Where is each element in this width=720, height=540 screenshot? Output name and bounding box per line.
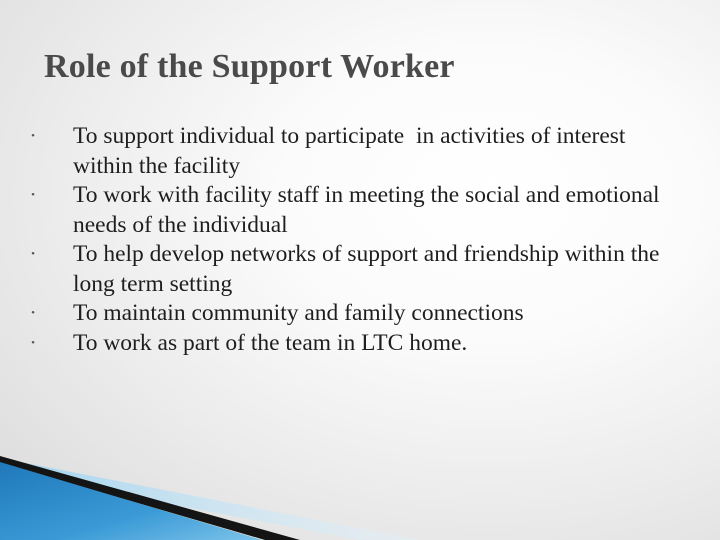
bullet-icon: •: [31, 130, 35, 142]
bullet-item: [28, 299, 688, 329]
bullet-icon: •: [31, 248, 35, 260]
bullet-icon: •: [31, 189, 35, 201]
bullet-item: [28, 240, 688, 299]
blue-swoosh: [0, 462, 262, 540]
bullet-item: [28, 122, 688, 181]
bullet-text: To help develop networks of support and friendship within the long term setting: [73, 241, 660, 297]
bullet-text: To maintain community and family connections: [73, 300, 524, 326]
slide-title: Role of the Support Worker: [44, 48, 455, 85]
bullet-text: To work with facility staff in meeting the social and emotional needs of the individual: [73, 182, 660, 238]
corner-decoration: [0, 450, 720, 540]
bullet-item: [28, 181, 688, 240]
bullet-icon: •: [31, 336, 35, 349]
bullet-list: [28, 122, 688, 358]
bullet-icon: •: [31, 307, 35, 319]
bullet-text: To work as part of the team in LTC home.: [73, 329, 468, 356]
bullet-item: [28, 329, 688, 359]
bullet-text: To support individual to participate in activities of interest within the facility: [73, 123, 632, 179]
